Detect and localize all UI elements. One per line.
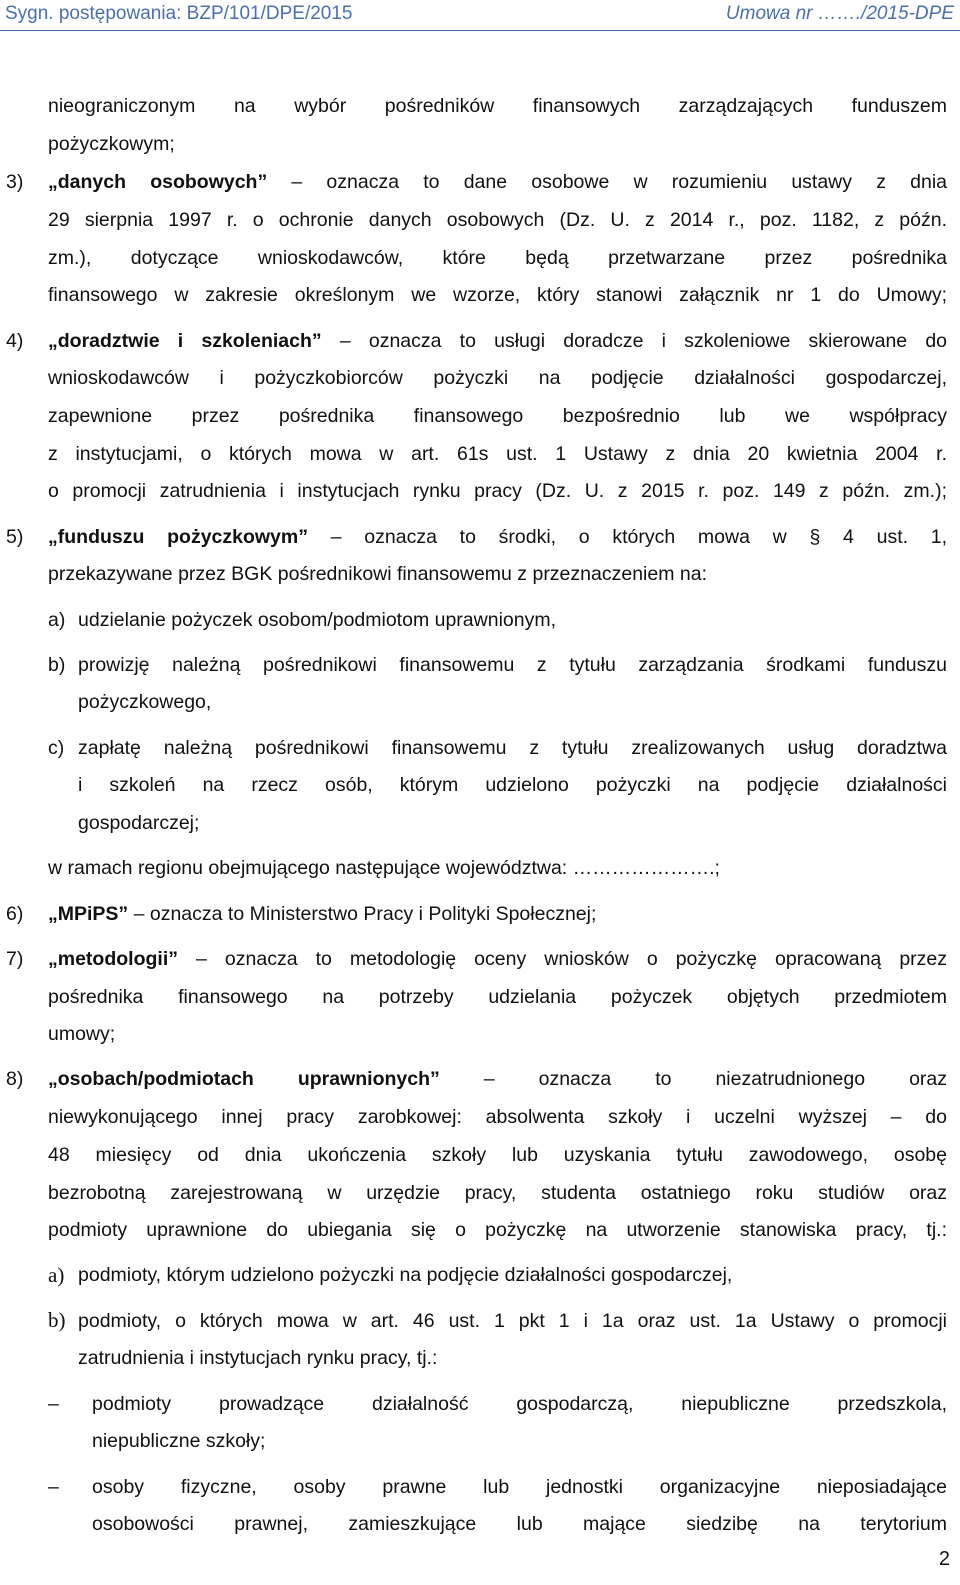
subitem-letter: a): [48, 609, 66, 631]
text-line: zapłatę należną pośrednikowi finansowemu z tytułu zrealizowanych usług doradztwa: [78, 737, 947, 759]
definition-text: – oznacza to środki, o których mowa w § 4 ust. 1,: [330, 526, 948, 548]
text-line: gospodarczej;: [78, 812, 200, 834]
item-number: 7): [6, 948, 24, 970]
dash-bullet: –: [48, 1476, 59, 1498]
dash-bullet: –: [48, 1393, 59, 1415]
item-number: 4): [6, 330, 24, 352]
definition-line: [48, 329, 947, 353]
defined-term: „funduszu pożyczkowym”: [48, 526, 308, 548]
text-line: 29 sierpnia 1997 r. o ochronie danych osobowych (Dz. U. z 2014 r., poz. 1182, z późn.: [48, 209, 947, 231]
text-line: podmioty prowadzące działalność gospodarczą, niepubliczne przedszkola,: [92, 1393, 947, 1415]
definition-text: – oznacza to dane osobowe w rozumieniu ustawy z dnia: [291, 171, 947, 193]
defined-term: „danych osobowych”: [48, 171, 268, 193]
definition-text: – oznacza to metodologię oceny wniosków o pożyczkę opracowaną przez: [196, 948, 948, 970]
text-line: finansowego w zakresie określonym we wzorze, który stanowi załącznik nr 1 do Umowy;: [48, 284, 947, 306]
text-line: 48 miesięcy od dnia ukończenia szkoły lub uzyskania tytułu zawodowego, osobę: [48, 1144, 947, 1166]
definition-text: – oznacza to niezatrudnionego oraz: [483, 1068, 947, 1090]
text-line: pośrednika finansowego na potrzeby udzielania pożyczek objętych przedmiotem: [48, 986, 947, 1008]
item-number: 3): [6, 171, 24, 193]
text-line: bezrobotną zarejestrowaną w urzędzie pracy, studenta ostatniego roku studiów oraz: [48, 1182, 947, 1204]
subitem-letter: b): [48, 654, 66, 676]
text-line: przekazywane przez BGK pośrednikowi finansowemu z przeznaczeniem na:: [48, 563, 707, 585]
item-number: 8): [6, 1068, 24, 1090]
text-line: niewykonującego innej pracy zarobkowej: absolwenta szkoły i uczelni wyższej – do: [48, 1106, 947, 1128]
defined-term: „doradztwie i szkoleniach”: [48, 330, 322, 352]
subitem-letter: b): [48, 1308, 66, 1332]
page-header: [0, 0, 960, 31]
text-line: z instytucjami, o których mowa w art. 61s ust. 1 Ustawy z dnia 20 kwietnia 2004 r.: [48, 443, 947, 465]
text-line: podmioty uprawnione do ubiegania się o pożyczkę na utworzenie stanowiska pracy, tj.:: [48, 1219, 947, 1241]
definition-line: [48, 902, 947, 926]
text-line: pożyczkowym;: [48, 133, 175, 155]
item-number: 6): [6, 903, 24, 925]
defined-term: „osobach/podmiotach uprawnionych”: [48, 1068, 440, 1090]
definition-line: [48, 1067, 947, 1091]
definition-line: [48, 170, 947, 194]
definition-line: [48, 525, 947, 549]
case-reference: Sygn. postępowania: BZP/101/DPE/2015: [5, 3, 353, 24]
defined-term: „metodologii”: [48, 948, 178, 970]
text-line: pożyczkowego,: [78, 691, 212, 713]
subitem-letter: c): [48, 737, 65, 759]
definition-text: – oznacza to Ministerstwo Pracy i Polityki Społecznej;: [133, 903, 597, 925]
text-line: podmioty, o których mowa w art. 46 ust. 1 pkt 1 i 1a oraz ust. 1a Ustawy o promocji: [78, 1310, 947, 1332]
contract-number: Umowa nr ……./2015-DPE: [725, 3, 954, 24]
text-line: podmioty, którym udzielono pożyczki na podjęcie działalności gospodarczej,: [78, 1264, 733, 1286]
text-line: o promocji zatrudnienia i instytucjach rynku pracy (Dz. U. z 2015 r. poz. 149 z późn. zm.);: [48, 480, 947, 502]
text-line: w ramach regionu obejmującego następujące województwa: ………………….;: [48, 857, 720, 879]
text-line: udzielanie pożyczek osobom/podmiotom uprawnionym,: [78, 609, 556, 631]
item-number: 5): [6, 526, 24, 548]
text-line: osobowości prawnej, zamieszkujące lub mające siedzibę na terytorium: [92, 1513, 947, 1535]
text-line: prowizję należną pośrednikowi finansowemu z tytułu zarządzania środkami funduszu: [78, 654, 947, 676]
definition-text: – oznacza to usługi doradcze i szkoleniowe skierowane do: [339, 330, 948, 352]
subitem-letter: a): [48, 1263, 65, 1287]
definition-line: [48, 947, 947, 971]
page-number: 2: [938, 1548, 950, 1570]
text-line: i szkoleń na rzecz osób, którym udzielono pożyczki na podjęcie działalności: [78, 774, 947, 796]
defined-term: „MPiPS”: [48, 903, 129, 925]
text-line: nieograniczonym na wybór pośredników finansowych zarządzających funduszem: [48, 95, 947, 117]
text-line: zatrudnienia i instytucjach rynku pracy, tj.:: [78, 1347, 438, 1369]
text-line: umowy;: [48, 1023, 116, 1045]
text-line: zapewnione przez pośrednika finansowego bezpośrednio lub we współpracy: [48, 405, 947, 427]
text-line: niepubliczne szkoły;: [92, 1430, 266, 1452]
text-line: zm.), dotyczące wnioskodawców, które będą przetwarzane przez pośrednika: [48, 247, 947, 269]
text-line: osoby fizyczne, osoby prawne lub jednostki organizacyjne nieposiadające: [92, 1476, 947, 1498]
text-line: wnioskodawców i pożyczkobiorców pożyczki na podjęcie działalności gospodarczej,: [48, 367, 947, 389]
